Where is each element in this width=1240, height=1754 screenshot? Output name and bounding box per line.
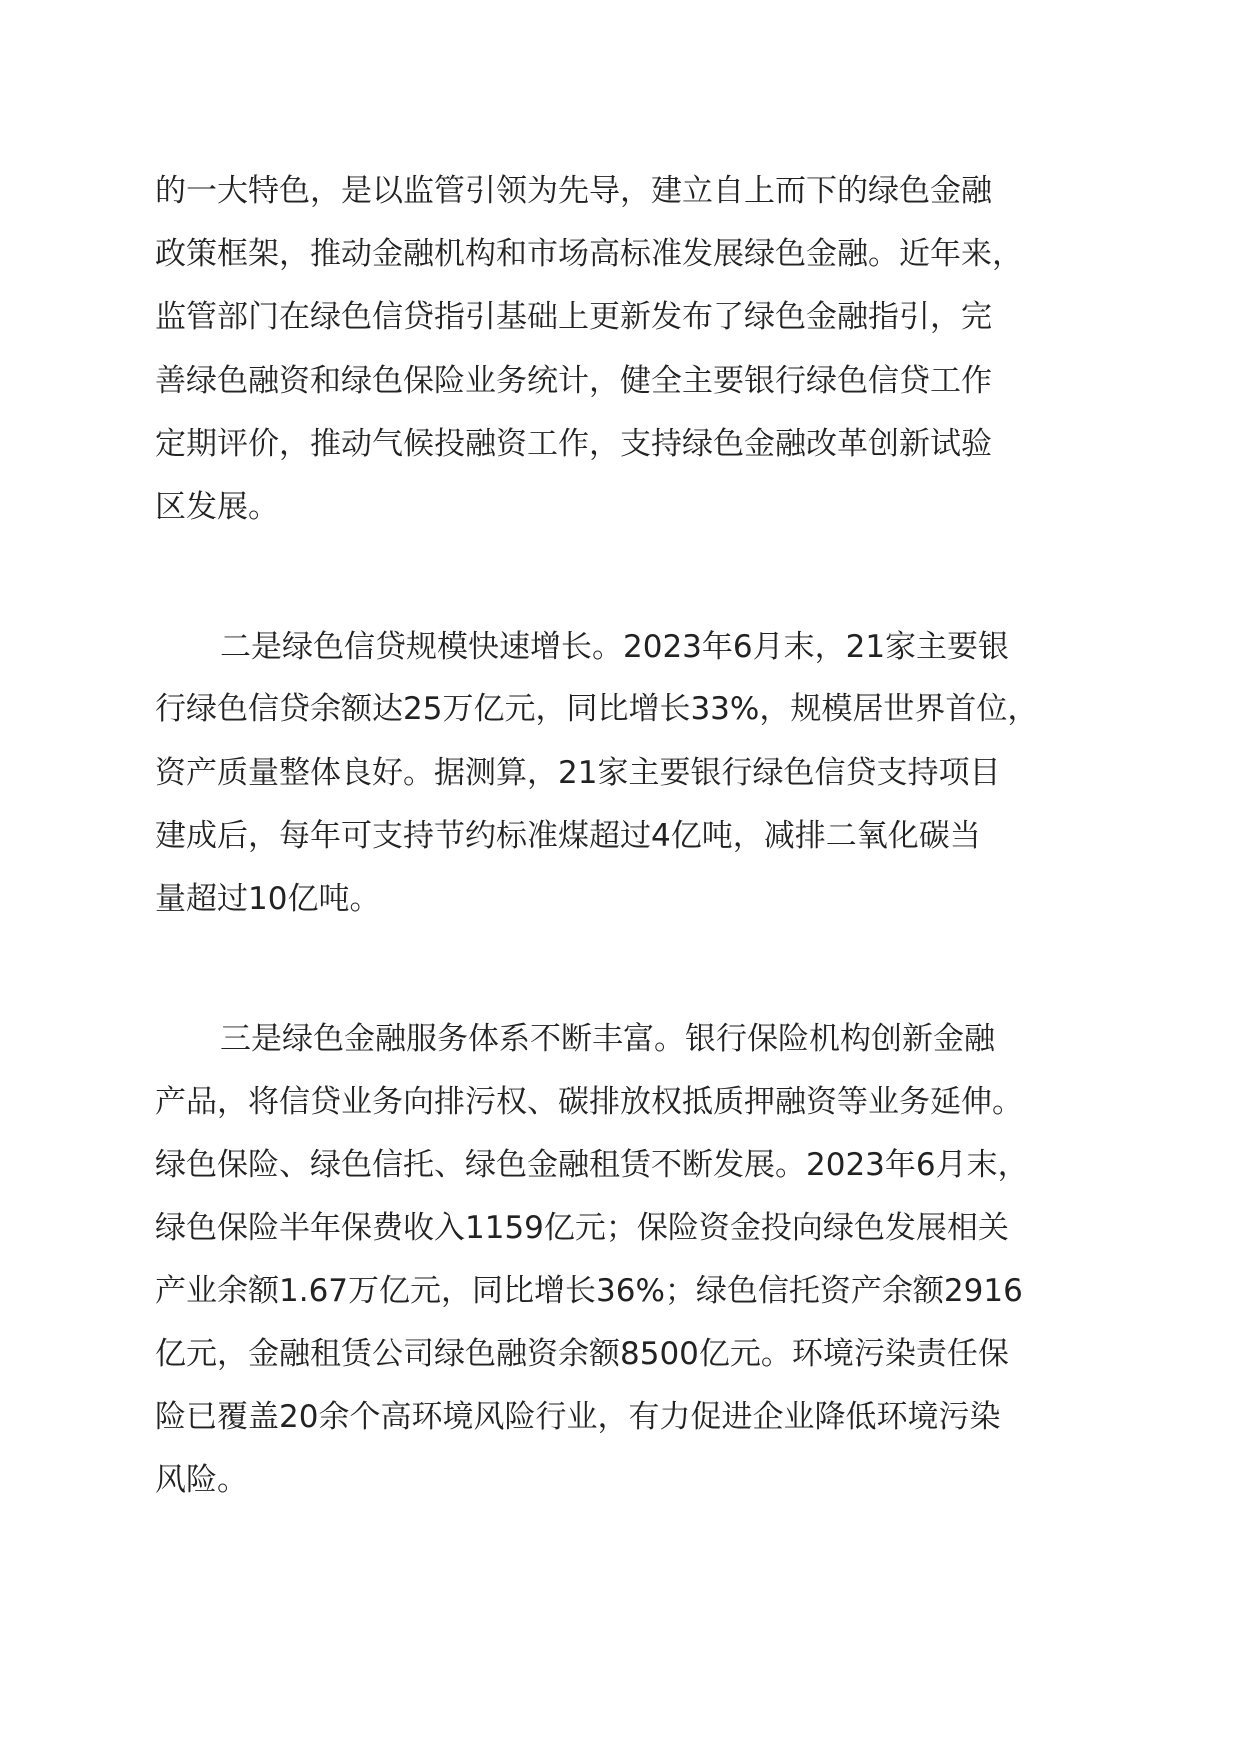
text-line: 三是绿色金融服务体系不断丰富。银行保险机构创新金融 bbox=[220, 1021, 995, 1057]
text-line: 量超过10亿吨。 bbox=[155, 881, 381, 917]
text-line: 产品，将信贷业务向排污权、碳排放权抵质押融资等业务延伸。 bbox=[155, 1084, 1023, 1120]
text-line: 政策框架，推动金融机构和市场高标准发展绿色金融。近年来， bbox=[155, 236, 1023, 272]
text-line: 产业余额1.67万亿元，同比增长36%；绿色信托资产余额2916 bbox=[155, 1273, 1023, 1309]
text-line: 监管部门在绿色信贷指引基础上更新发布了绿色金融指引，完 bbox=[155, 299, 992, 335]
text-line: 绿色保险半年保费收入1159亿元；保险资金投向绿色发展相关 bbox=[155, 1210, 1009, 1246]
text-line: 建成后，每年可支持节约标准煤超过4亿吨，减排二氧化碳当 bbox=[155, 818, 981, 854]
text-line: 绿色保险、绿色信托、绿色金融租赁不断发展。2023年6月末， bbox=[155, 1147, 1029, 1183]
text-line: 定期评价，推动气候投融资工作，支持绿色金融改革创新试验 bbox=[155, 426, 992, 462]
text-line: 区发展。 bbox=[155, 489, 279, 525]
text-line: 二是绿色信贷规模快速增长。2023年6月末，21家主要银 bbox=[220, 629, 1010, 665]
text-line: 资产质量整体良好。据测算，21家主要银行绿色信贷支持项目 bbox=[155, 755, 1001, 791]
text-line: 行绿色信贷余额达25万亿元，同比增长33%，规模居世界首位， bbox=[155, 691, 1039, 727]
text-line: 险已覆盖20余个高环境风险行业，有力促进企业降低环境污染 bbox=[155, 1399, 1001, 1435]
text-line: 善绿色融资和绿色保险业务统计，健全主要银行绿色信贷工作 bbox=[155, 363, 992, 399]
text-line: 的一大特色，是以监管引领为先导，建立自上而下的绿色金融 bbox=[155, 173, 992, 209]
text-line: 亿元，金融租赁公司绿色融资余额8500亿元。环境污染责任保 bbox=[155, 1336, 1009, 1372]
text-line: 风险。 bbox=[155, 1462, 248, 1498]
